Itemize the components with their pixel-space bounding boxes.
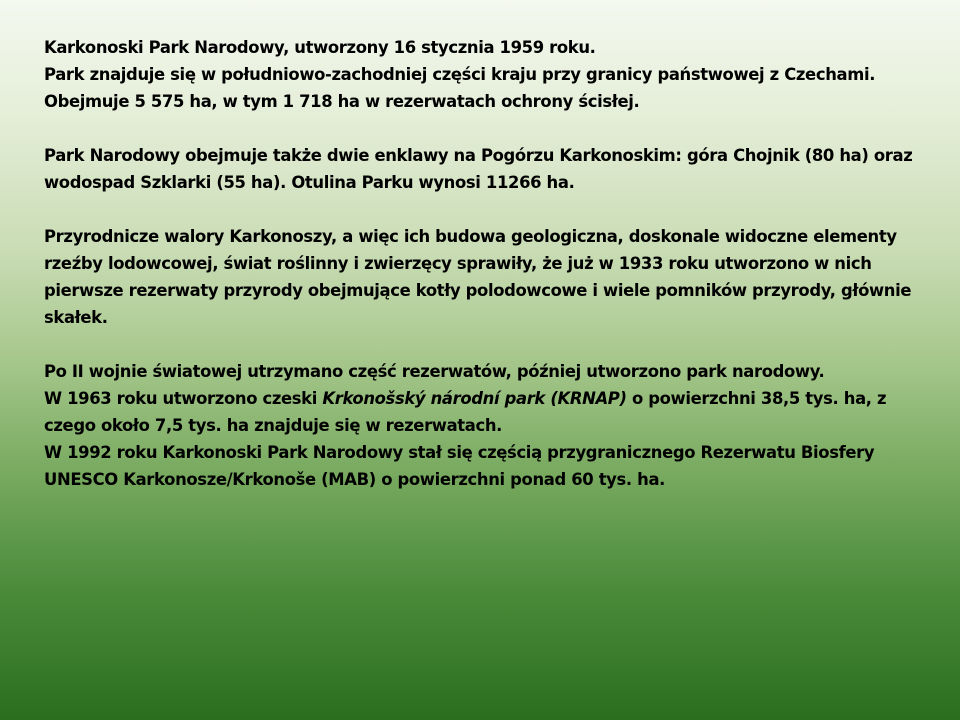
enclaves-text: Park Narodowy obejmuje także dwie enklawy na Pogórzu Karkonoskim: góra Chojnik (80 ha) oraz wodospad Szklarki (55 ha). Otulina Parku wynosi 11266 ha. <box>44 146 913 192</box>
unesco-text: W 1992 roku Karkonoski Park Narodowy stał się częścią przygranicznego Rezerwatu Biosfery UNESCO Karkonosze/Krkonoše (MAB) o powierzchni ponad 60 tys. ha. <box>44 443 875 489</box>
krnap-name: Krkonošský národní park (KRNAP) <box>322 389 627 408</box>
slide-text-block <box>44 34 924 493</box>
krnap-text-after: o powierzchni 38,5 tys. ha, z czego około 7,5 tys. ha znajduje się w rezerwatach. <box>44 389 887 435</box>
park-location-text: Park znajduje się w południowo-zachodniej części kraju przy granicy państwowej z Czechami. Obejmuje 5 575 ha, w tym 1 718 ha w rezerwatach ochrony ścisłej. <box>44 65 876 111</box>
krnap-text <box>44 385 924 439</box>
postwar-text: Po II wojnie światowej utrzymano część rezerwatów, później utworzono park narodowy. <box>44 362 825 381</box>
nature-values-text: Przyrodnicze walory Karkonoszy, a więc ich budowa geologiczna, doskonale widoczne elementy rzeźby lodowcowej, świat roślinny i zwierzęcy sprawiły, że już w 1933 roku utworzono w nich pierwsze rezerwaty przyrody obejmujące kotły polodowcowe i wiele pomników przyrody, głównie skałek. <box>44 227 912 327</box>
paragraph-gap <box>44 331 924 358</box>
krnap-text-before: W 1963 roku utworzono czeski <box>44 389 323 408</box>
paragraph-gap <box>44 115 924 142</box>
park-established-text: Karkonoski Park Narodowy, utworzony 16 stycznia 1959 roku. <box>44 38 596 57</box>
paragraph-gap <box>44 196 924 223</box>
